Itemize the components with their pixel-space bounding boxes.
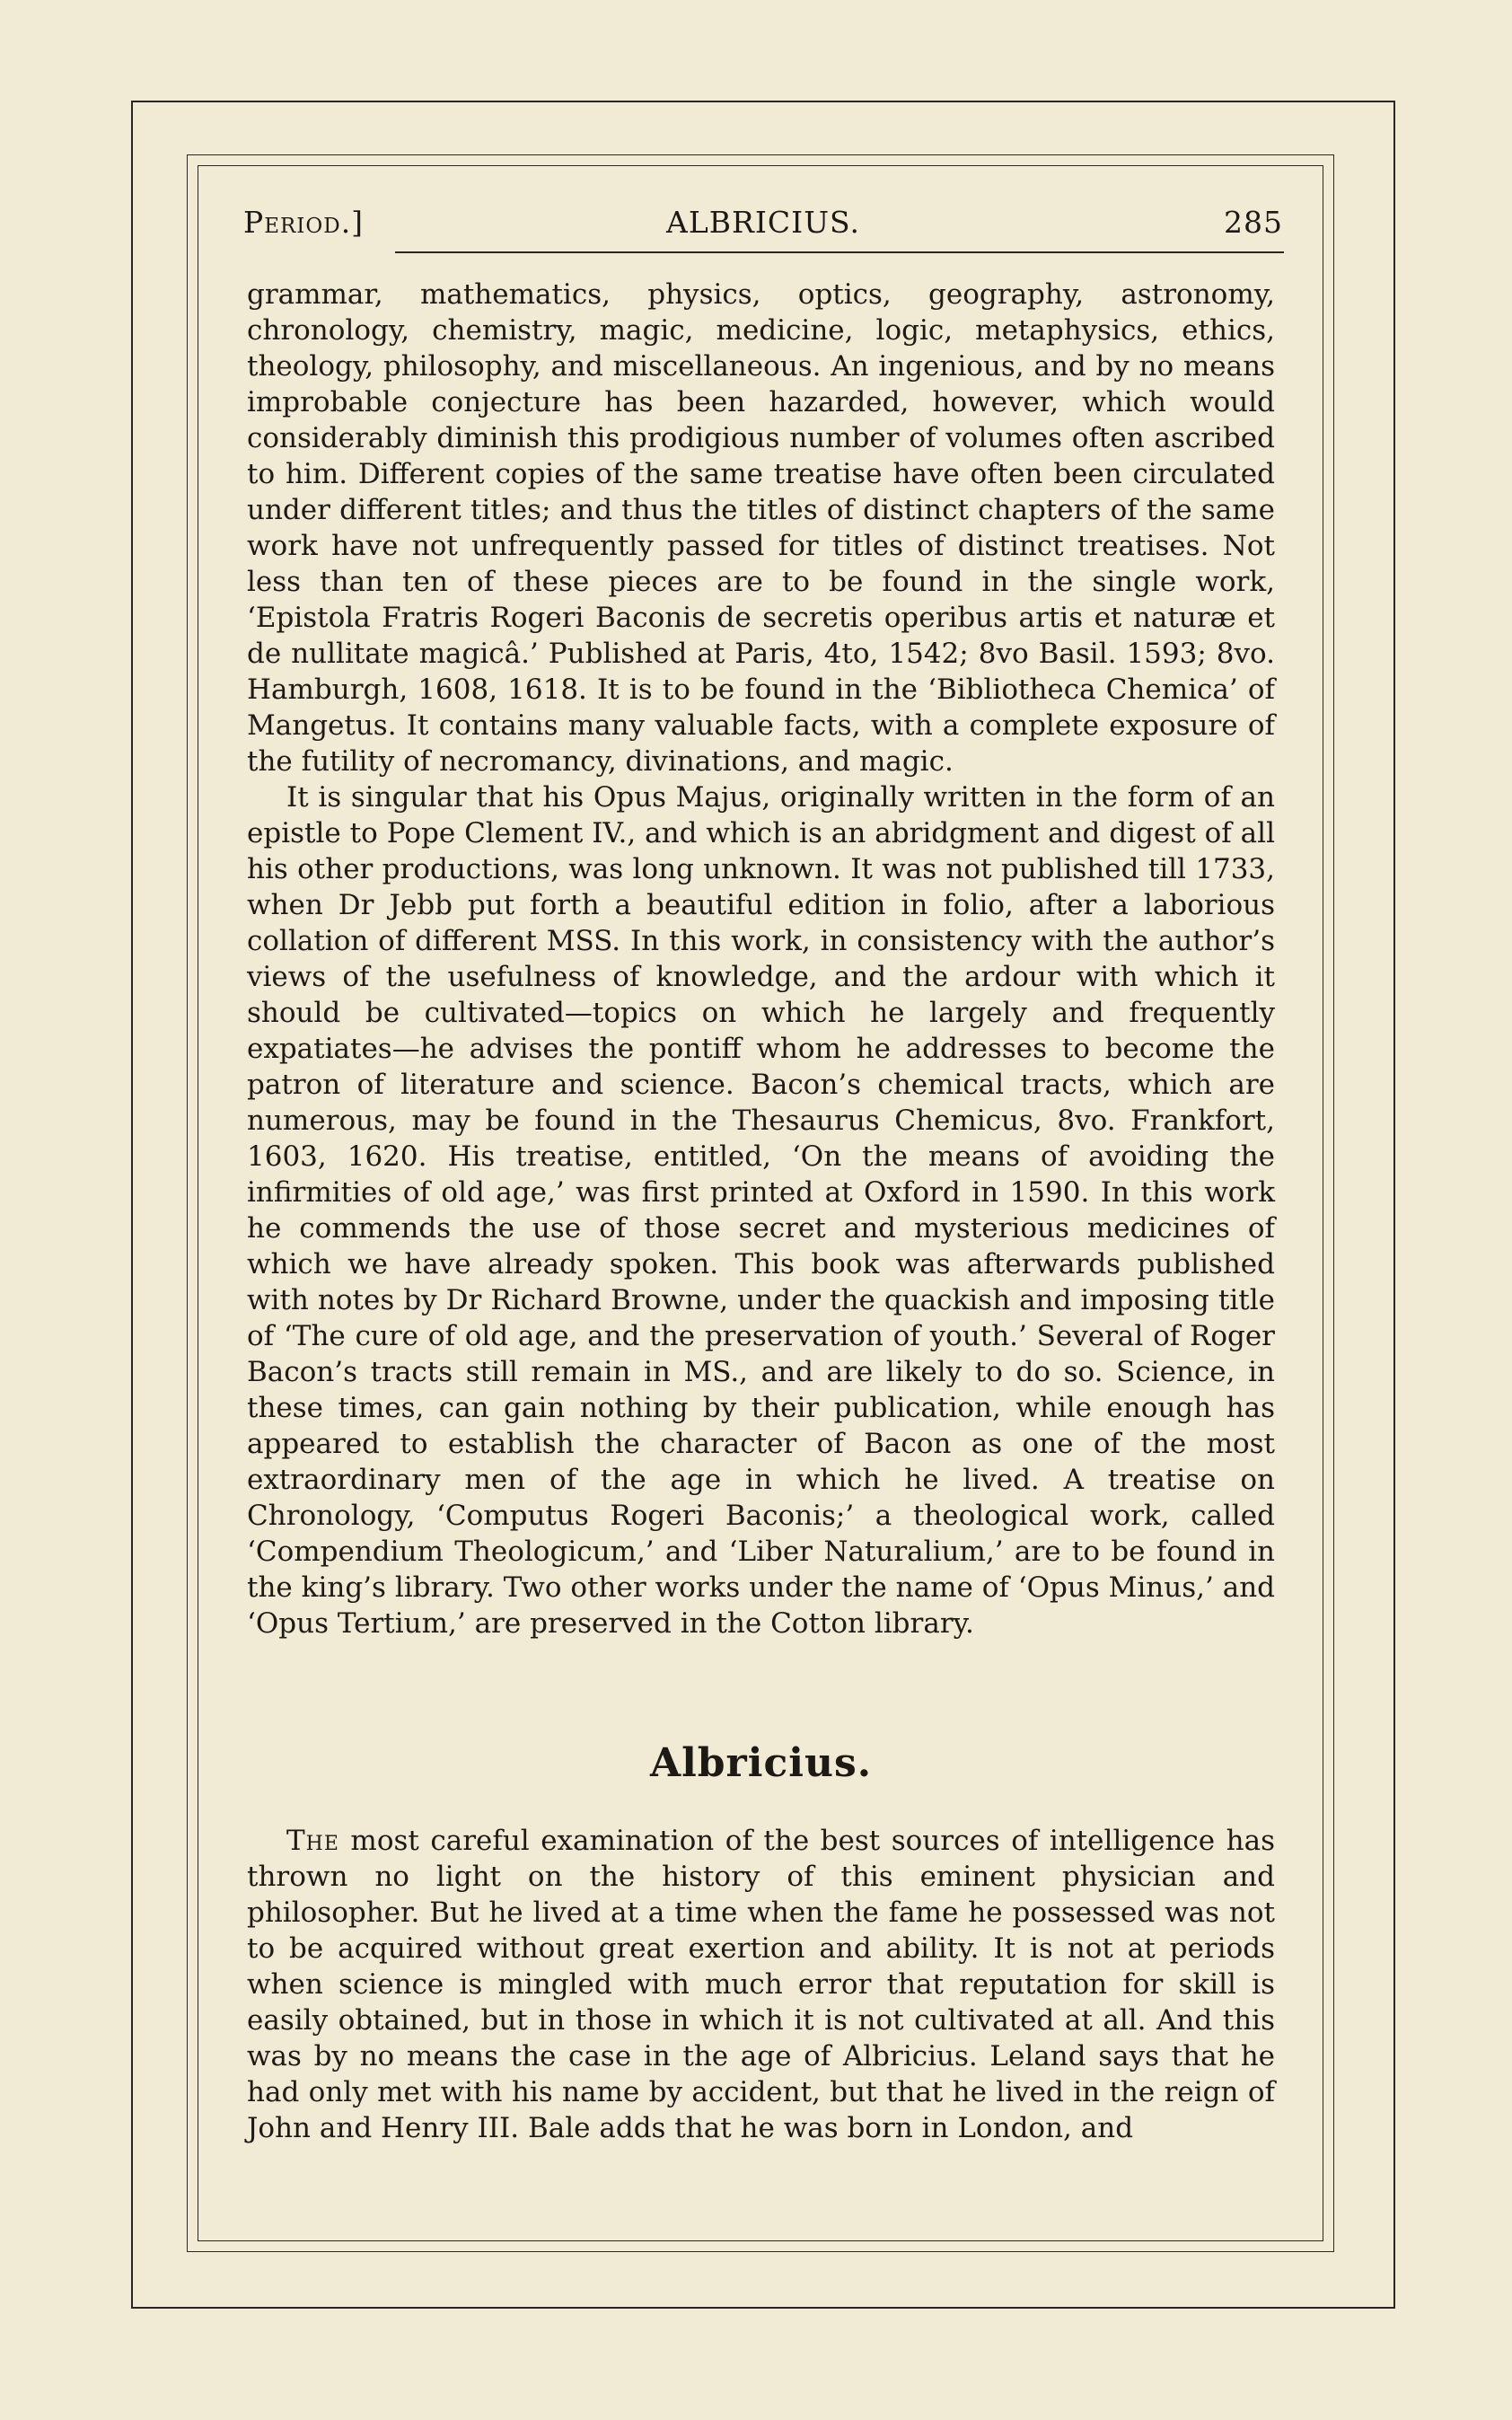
paragraph: It is singular that his Opus Majus, originally written in the form of an epistle to Pope Clement IV., and which is an abridgment and digest of all his other productions, was long unknown. It was not published till 1733, when Dr Jebb put forth a beautiful edition in folio, after a laborious collation of different MSS. In this work, in consistency with the author’s views of the usefulness of knowledge, and the ardour with which it should be cultivated—topics on which he largely and frequently expatiates—he advises the pontiff whom he addresses to become the patron of literature and science. Bacon’s chemical tracts, which are numerous, may be found in the Thesaurus Chemicus, 8vo. Frankfort, 1603, 1620. His treatise, entitled, ‘On the means of avoiding the infirmities of old age,’ was first printed at Oxford in 1590. In this work he commends the use of those secret and mysterious medicines of which we have already spoken. This book was afterwards published with notes by Dr Richard Browne, under the quackish and imposing title of ‘The cure of old age, and the preservation of youth.’ Several of Roger Bacon’s tracts still remain in MS., and are likely to do so. Science, in these times, can gain nothing by their publication, while enough has appeared to establish the character of Bacon as one of the most extraordinary men of the age in which he lived. A treatise on Chronology, ‘Computus Rogeri Baconis;’ a theological work, called ‘Compendium Theologicum,’ and ‘Liber Naturalium,’ are to be found in the king’s library. Two other works under the name of ‘Opus Minus,’ and ‘Opus Tertium,’ are preserved in the Cotton library.	[247, 781, 1275, 1640]
running-header	[243, 205, 1283, 250]
paragraph: grammar, mathematics, physics, optics, geography, astronomy, chronology, chemistry, magic, medicine, logic, metaphysics, ethics, theology, philosophy, and miscellaneous. An ingenious, and by no means improbable conjecture has been hazarded, however, which would considerably diminish this prodigious number of volumes often ascribed to him. Different copies of the same treatise have often been circulated under different titles; and thus the titles of distinct chapters of the same work have not unfrequently passed for titles of distinct treatises. Not less than ten of these pieces are to be found in the single work, ‘Epistola Fratris Rogeri Baconis de secretis operibus artis et naturæ et de nullitate magicâ.’ Published at Paris, 4to, 1542; 8vo Basil. 1593; 8vo. Hamburgh, 1608, 1618. It is to be found in the ‘Bibliotheca Chemica’ of Mangetus. It contains many valuable facts, with a complete exposure of the futility of necromancy, divinations, and magic.	[247, 278, 1275, 778]
albricius-text-block	[247, 1823, 1275, 2146]
header-period: Period.]	[243, 205, 365, 240]
paragraph-text: most careful examination of the best sources of intelligence has thrown no light on the history of this eminent physician and philosopher. But he lived at a time when the fame he possessed was not to be acquired without great exertion and ability. It is not at periods when science is mingled with much error that reputation for skill is easily obtained, but in those in which it is not cultivated at all. And this was by no means the case in the age of Albricius. Leland says that he had only met with his name by accident, but that he lived in the reign of John and Henry III. Bale adds that he was born in London, and	[247, 1825, 1275, 2144]
bacon-text-block	[247, 277, 1275, 1641]
drop-word: The	[286, 1825, 339, 1857]
paragraph	[247, 1823, 1275, 2146]
section-heading: Albricius.	[649, 1740, 873, 1786]
page-number: 285	[1224, 205, 1283, 240]
header-rule	[395, 251, 1284, 253]
header-title: ALBRICIUS.	[666, 205, 860, 240]
